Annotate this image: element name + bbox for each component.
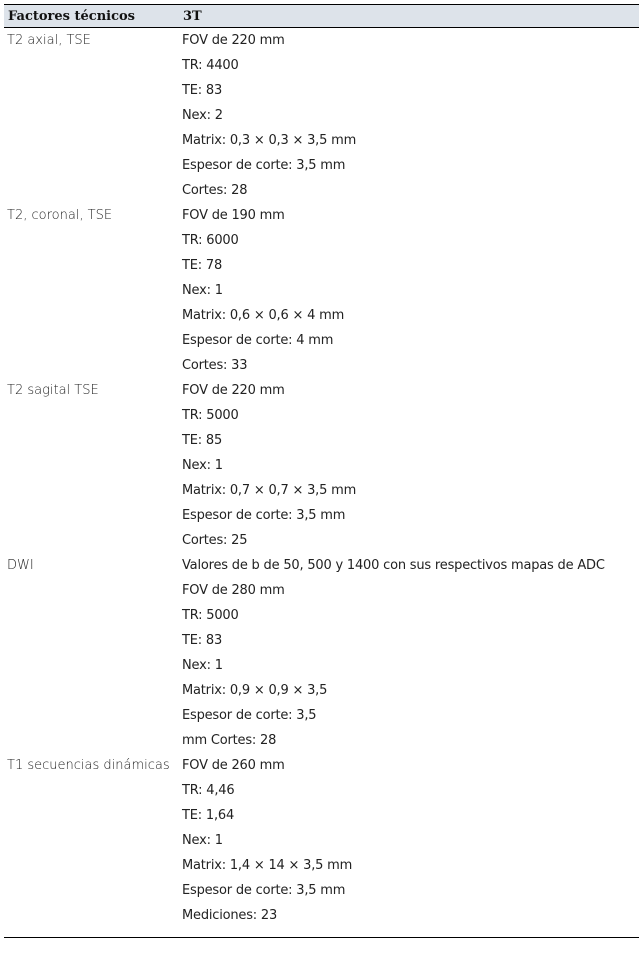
parameter-value: TR: 5000 xyxy=(182,408,239,423)
parameter-value: Espesor de corte: 3,5 xyxy=(182,708,317,723)
parameter-value: Cortes: 28 xyxy=(182,183,248,198)
parameter-value: Mediciones: 23 xyxy=(182,908,278,923)
parameter-value: TE: 83 xyxy=(182,83,223,98)
parameter-value: Matrix: 0,6 × 0,6 × 4 mm xyxy=(182,308,345,323)
parameter-value: TE: 85 xyxy=(182,433,223,448)
parameter-value: TE: 78 xyxy=(182,258,223,273)
header-col-factors: Factores técnicos xyxy=(8,8,135,24)
sequence-values xyxy=(179,553,639,753)
parameter-value: TE: 1,64 xyxy=(182,808,235,823)
parameter-value: Espesor de corte: 3,5 mm xyxy=(182,508,346,523)
parameter-value: FOV de 280 mm xyxy=(182,583,285,598)
table-header xyxy=(4,4,639,28)
parameter-value: Cortes: 25 xyxy=(182,533,248,548)
table-bottom-spacer xyxy=(4,928,639,937)
sequence-values xyxy=(179,753,639,928)
parameter-value: TR: 5000 xyxy=(182,608,239,623)
sequence-label: T2 sagital TSE xyxy=(7,383,99,398)
header-col-3t: 3T xyxy=(183,8,202,24)
table-row-group xyxy=(4,553,639,753)
document xyxy=(4,4,639,938)
parameter-value: Cortes: 33 xyxy=(182,358,248,373)
parameter-value: FOV de 220 mm xyxy=(182,383,285,398)
parameter-value: FOV de 220 mm xyxy=(182,33,285,48)
sequence-values xyxy=(179,28,639,203)
parameter-value: Valores de b de 50, 500 y 1400 con sus respectivos mapas de ADC xyxy=(182,558,605,573)
parameter-value: Espesor de corte: 3,5 mm xyxy=(182,158,346,173)
parameter-value: mm Cortes: 28 xyxy=(182,733,277,748)
sequence-label: T1 secuencias dinámicas xyxy=(7,758,170,773)
table-body xyxy=(4,28,639,928)
sequence-label: DWI xyxy=(7,558,34,573)
table-row-group xyxy=(4,753,639,928)
parameter-value: Nex: 1 xyxy=(182,833,223,848)
parameter-value: Nex: 1 xyxy=(182,458,223,473)
technical-factors-table xyxy=(4,4,639,938)
parameter-value: Matrix: 1,4 × 14 × 3,5 mm xyxy=(182,858,353,873)
table-row-group xyxy=(4,203,639,378)
sequence-label: T2, coronal, TSE xyxy=(7,208,113,223)
table-row-group xyxy=(4,378,639,553)
parameter-value: TR: 6000 xyxy=(182,233,239,248)
sequence-label: T2 axial, TSE xyxy=(7,33,91,48)
parameter-value: TR: 4400 xyxy=(182,58,239,73)
parameter-value: Nex: 2 xyxy=(182,108,223,123)
parameter-value: Matrix: 0,3 × 0,3 × 3,5 mm xyxy=(182,133,357,148)
parameter-value: FOV de 190 mm xyxy=(182,208,285,223)
parameter-value: Nex: 1 xyxy=(182,283,223,298)
parameter-value: Nex: 1 xyxy=(182,658,223,673)
parameter-value: Matrix: 0,7 × 0,7 × 3,5 mm xyxy=(182,483,357,498)
table-row-group xyxy=(4,28,639,203)
parameter-value: FOV de 260 mm xyxy=(182,758,285,773)
sequence-values xyxy=(179,378,639,553)
sequence-values xyxy=(179,203,639,378)
parameter-value: TR: 4,46 xyxy=(182,783,235,798)
parameter-value: Espesor de corte: 3,5 mm xyxy=(182,883,346,898)
parameter-value: TE: 83 xyxy=(182,633,223,648)
parameter-value: Espesor de corte: 4 mm xyxy=(182,333,334,348)
parameter-value: Matrix: 0,9 × 0,9 × 3,5 xyxy=(182,683,328,698)
